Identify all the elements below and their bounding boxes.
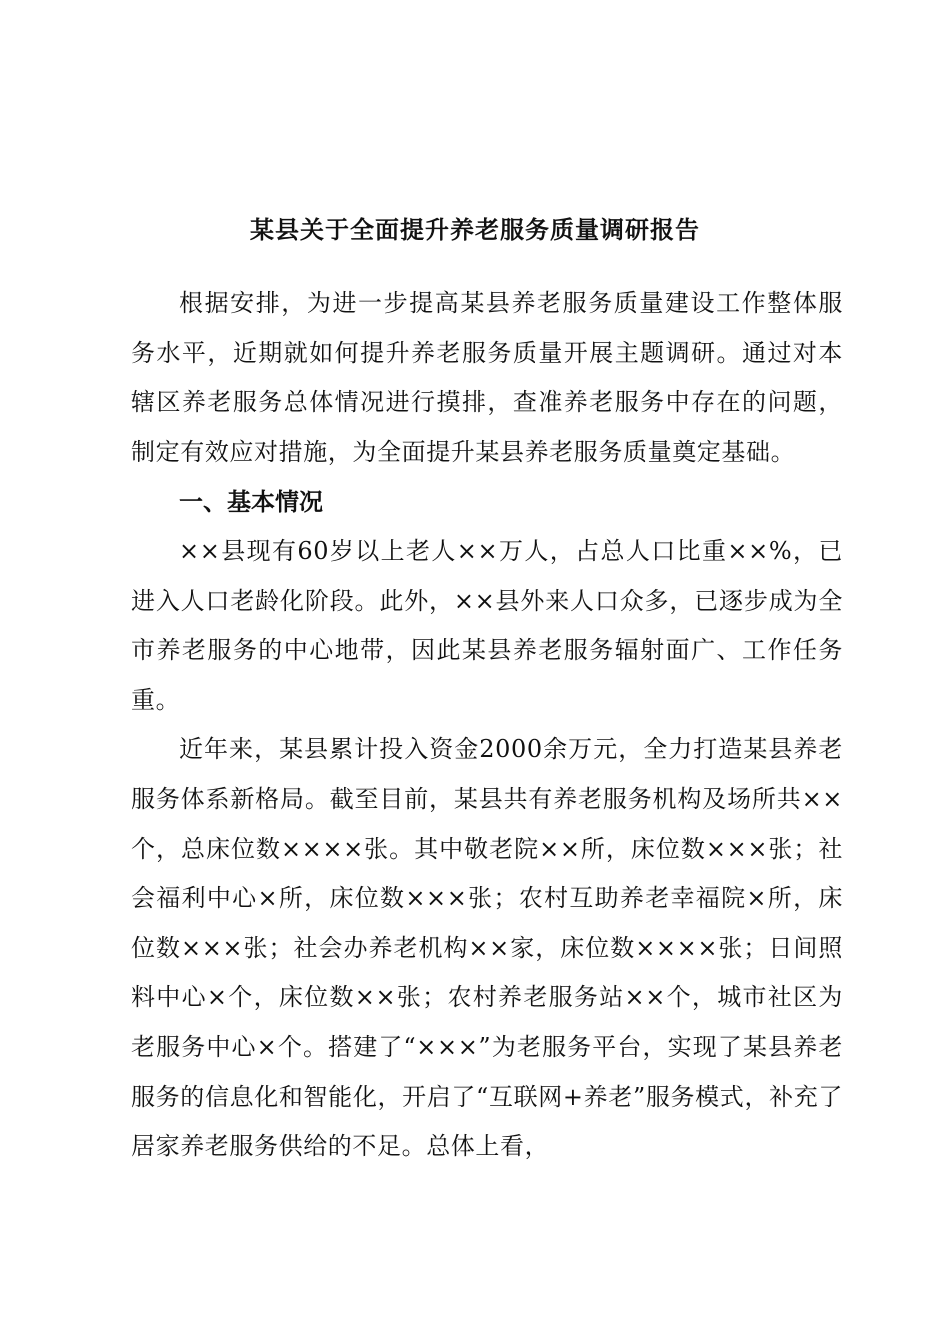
basic-situation-paragraph-2: 近年来，某县累计投入资金2000余万元，全力打造某县养老服务体系新格局。截至目前，某县共有养老服务机构及场所共××个，总床位数××××张。其中敬老院××所，床位数×××张；社会福利中心×所，床位数×××张；农村互助养老幸福院×所，床位数×××张；社会办养老机构××家，床位数××××张；日间照料中心×个，床位数××张；农村养老服务站××个，城市社区为老服务中心×个。搭建了“×××”为老服务平台，实现了某县养老服务的信息化和智能化，开启了“互联网+养老”服务模式，补充了居家养老服务供给的不足。总体上看， — [131, 735, 843, 1161]
document-title: 某县关于全面提升养老服务质量调研报告 — [250, 215, 700, 244]
section-heading-basic-situation: 一、基本情况 — [179, 487, 323, 517]
basic-situation-paragraph-1: ××县现有60岁以上老人××万人，占总人口比重××%，已进入人口老龄化阶段。此外，××县外来人口众多，已逐步成为全市养老服务的中心地带，因此某县养老服务辐射面广、工作任务重。 — [131, 536, 843, 714]
document-body — [131, 279, 843, 1172]
intro-paragraph: 根据安排，为进一步提高某县养老服务质量建设工作整体服务水平，近期就如何提升养老服务质量开展主题调研。通过对本辖区养老服务总体情况进行摸排，查准养老服务中存在的问题，制定有效应对措施，为全面提升某县养老服务质量奠定基础。 — [131, 289, 843, 466]
